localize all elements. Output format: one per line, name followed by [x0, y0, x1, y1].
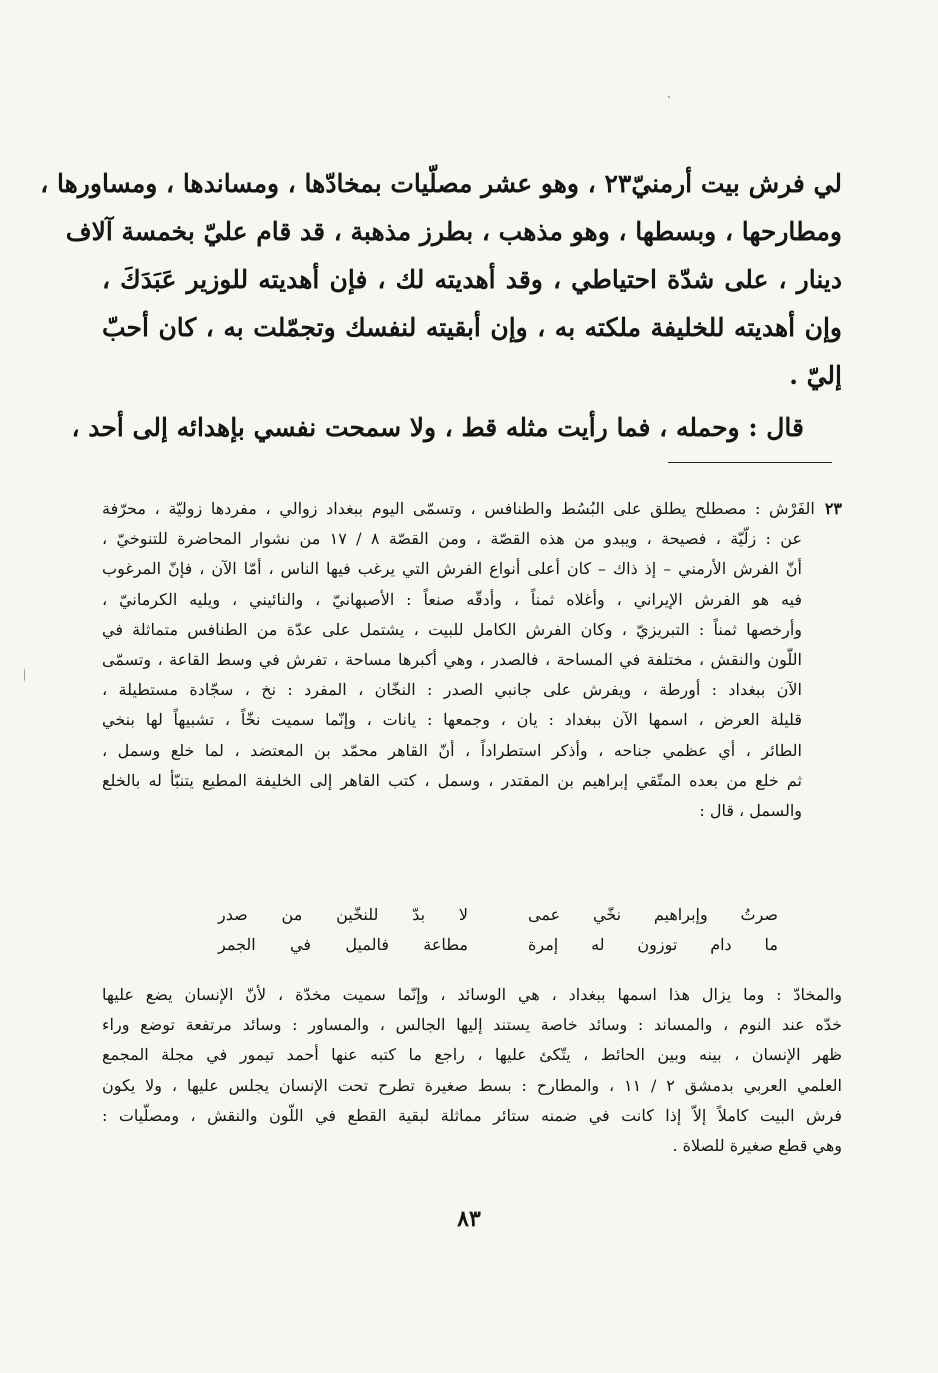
- scan-speck: [24, 668, 25, 682]
- footnote-line: خدّه عند النوم ، والمساند : وسائد خاصة يستند إليها الجالس ، والمساور : وسائد مرتفعة توضع وراء: [102, 1015, 842, 1035]
- page-number: ٨٣: [457, 1206, 481, 1232]
- verse-first-hemistich: صرتُ وإبراهيم نخّي عمى: [528, 905, 778, 924]
- footnote-line-1: [102, 494, 842, 524]
- footnote-line: الآن ببغداد : أورطة ، ويفرش على جانبي الصدر : النخّان ، المفرد : نخ ، سجّادة مستطيلة ،: [102, 680, 802, 700]
- footnote: [102, 494, 842, 826]
- poem-verse-2: [218, 930, 778, 960]
- main-line-2: ومطارحها ، وبسطها ، وهو مذهب ، بطرز مذهبة ، قد قام عليّ بخمسة آلاف: [65, 217, 842, 246]
- footnote-continuation: [102, 980, 842, 1161]
- main-line-3: دينار ، على شدّة احتياطي ، وقد أهديته لك ، فإن أهديته للوزير عَبَدَكَ ،: [102, 265, 842, 294]
- footnote-line: عن : زلّيّة ، فصيحة ، ويبدو من هذه القصّة ، ومن القصّة ٨ / ١٧ من نشوار المحاضرة للتنوخيّ ،: [102, 529, 802, 549]
- footnote-line: فرش البيت كاملاً إلاّ إذا كانت في ضمنه ستائر مماثلة لبقية القطع في اللّون والنقش ، ومصلّيات :: [102, 1105, 842, 1125]
- footnote-first-text: الفَرْش : مصطلح يطلق على البُسُط والطنافس ، وتسمّى اليوم ببغداد زوالي ، مفردها زوليّة ، محرّفة: [102, 499, 815, 518]
- verse-second-hemistich: لا بدّ للنخّين من صدر: [218, 905, 468, 924]
- scan-speck: [668, 96, 670, 98]
- footnote-line: ثم خلع من بعده المتّقي إبراهيم بن المقتدر ، وسمل ، كتب القاهر إلى الخليفة المطيع يتنبّأ له بالخلع: [102, 770, 802, 790]
- footnote-line: فيه هو الفرش الإيراني ، وأغلاه ثمناً ، وأدقّه صنعاً : الأصبهانيّ ، والنائيني ، ويليه الكرمانيّ ،: [102, 589, 803, 609]
- footnote-line: قليلة العرض ، اسمها الآن ببغداد : يان ، وجمعها : يانات ، وإنّما سميت نخّاً ، تشبيهاً لها بنخي: [102, 710, 802, 730]
- main-line-1: لي فرش بيت أرمنيّ٢٣ ، وهو عشر مصلّيات بمخادّها ، ومساندها ، ومساورها ،: [40, 169, 842, 198]
- footnote-line: وهي قطع صغيرة للصلاة .: [672, 1135, 842, 1155]
- verse-second-hemistich: مطاعة فالميل في الجمر: [218, 935, 468, 954]
- footnote-number: ٢٣: [824, 499, 842, 518]
- footnote-line: اللّون والنقش ، مختلفة في المساحة ، فالصدر ، وهي أكبرها مساحة ، تفرش في وسط القاعة ، وتسمّى: [102, 649, 802, 669]
- main-paragraph-2: قال : وحمله ، فما رأيت مثله قط ، ولا سمحت نفسي بإهدائه إلى أحد ،: [71, 413, 804, 442]
- main-line-5: إليّ .: [789, 361, 842, 390]
- poem-verse-1: [218, 900, 778, 930]
- footnote-line: والمخادّ : وما يزال هذا اسمها ببغداد ، هي الوسائد ، وإنّما سميت مخدّة ، لأنّ الإنسان يضع عليها: [102, 985, 842, 1004]
- main-line-4: وإن أهديته للخليفة ملكته به ، وإن أبقيته لنفسك وتجمّلت به ، كان أحبّ: [102, 313, 842, 342]
- footnote-line: الطائر ، أي عظمي جناحه ، وأذكر استطراداً ، أنّ القاهر محمّد بن المعتضد ، لما خلع وسمل ،: [102, 740, 802, 760]
- verse-first-hemistich: ما دام توزون له إمرة: [528, 935, 778, 954]
- footnote-line: ظهر الإنسان ، بينه وبين الحائط ، يتّكئ عليها ، راجع ما كتبه عنها أحمد تيمور في مجلة المجمع: [102, 1045, 842, 1065]
- footnote-separator: [668, 462, 832, 463]
- footnote-line: العلمي العربي بدمشق ٢ / ١١ ، والمطارح : بسط صغيرة تطرح تحت الإنسان يجلس عليها ، ولا يكون: [102, 1075, 843, 1095]
- poem: [218, 900, 778, 960]
- footnote-line: والسمل ، قال :: [699, 800, 802, 820]
- footnote-line: أنّ الفرش الأرمني – إذ ذاك – كان أعلى أنواع الفرش التي يرغب فيها الناس ، أمّا الآن ، فإنّ المرغوب: [102, 559, 803, 579]
- main-text: [40, 160, 842, 452]
- footnote-line: وأرخصها ثمناً : التبريزيّ ، وكان الفرش الكامل للبيت ، يشتمل على عدّة من الطنافس متماثلة في: [102, 619, 802, 639]
